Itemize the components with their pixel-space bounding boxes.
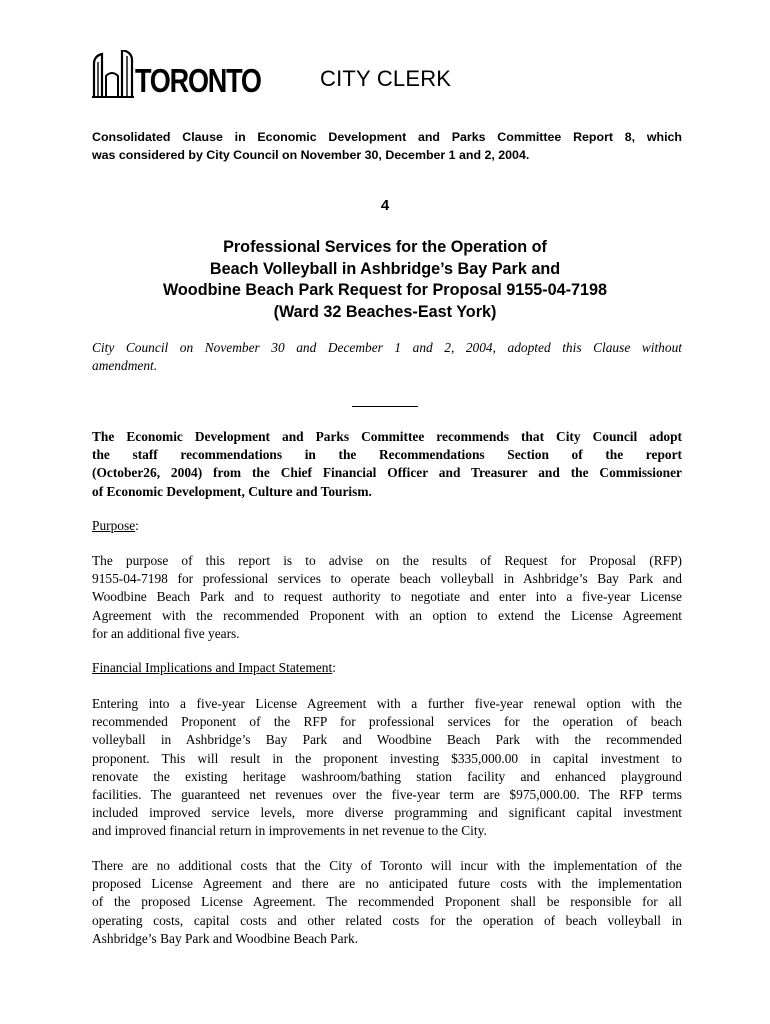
text-line: recommended Proponent of the RFP for professional services for the operation of beach: [92, 714, 682, 730]
council-action: [92, 339, 682, 375]
heading-text: Purpose: [92, 518, 136, 533]
purpose-heading: [92, 517, 139, 535]
text-line: Woodbine Beach Park and to request authority to negotiate and enter into a five-year License: [92, 589, 682, 605]
text-line: included improved service levels, more diverse programming and significant capital investment: [92, 805, 682, 821]
financial-paragraph-1: [92, 695, 682, 841]
text-line: The purpose of this report is to advise on the results of Request for Proposal (RFP): [92, 553, 682, 568]
text-line: Agreement with the recommended Proponent with an option to extend the License Agreement: [92, 607, 682, 623]
text-line: Ashbridge’s Bay Park and Woodbine Beach Park.: [92, 930, 359, 946]
text-line: of the proposed License Agreement. The recommended Proponent shall be responsible for all: [92, 894, 682, 910]
text-line: facilities. The guaranteed net revenues over the five-year term are $975,000.00. The RFP terms: [92, 787, 682, 803]
text-line: operating costs, capital costs and other related costs for the operation of beach volleyball in: [92, 912, 682, 928]
financial-paragraph-2: [92, 857, 682, 948]
clause-number: 4: [380, 197, 390, 214]
financial-heading: [92, 659, 336, 677]
committee-recommendation: [92, 428, 682, 501]
text-line: Entering into a five-year License Agreement with a further five-year renewal option with the: [92, 696, 682, 711]
text-line: There are no additional costs that the City of Toronto will incur with the implementation of the: [92, 858, 682, 873]
title-line: Professional Services for the Operation of: [223, 238, 547, 256]
text-line: of Economic Development, Culture and Tourism.: [92, 483, 372, 499]
text-line: City Council on November 30 and December 1 and 2, 2004, adopted this Clause without: [92, 340, 682, 355]
text-line: the staff recommendations in the Recommendations Section of the report: [92, 447, 682, 463]
toronto-logo: [92, 46, 288, 98]
purpose-paragraph: [92, 552, 682, 643]
text-line: proposed License Agreement and there are no anticipated future costs with the implementation: [92, 876, 682, 892]
text-line: (October26, 2004) from the Chief Financial Officer and Treasurer and the Commissioner: [92, 465, 682, 481]
intro-statement: [92, 128, 682, 164]
text-line: renovate the existing heritage washroom/bathing station facility and enhanced playground: [92, 768, 682, 784]
title-line: Woodbine Beach Park Request for Proposal 9155-04-7198: [162, 281, 608, 300]
toronto-city-hall-icon: [92, 50, 134, 98]
text-line: proponent. This will result in the proponent investing $335,000.00 in capital investment to: [92, 750, 682, 766]
title-line: (Ward 32 Beaches-East York): [273, 302, 497, 321]
separator-rule: [352, 406, 418, 407]
intro-line: was considered by City Council on November 30, December 1 and 2, 2004.: [92, 148, 530, 162]
toronto-wordmark: TORONTO: [135, 62, 261, 99]
title-line: Beach Volleyball in Ashbridge’s Bay Park and: [209, 259, 561, 278]
text-line: volleyball in Ashbridge’s Bay Park and Woodbine Beach Park with the recommended: [92, 732, 682, 748]
text-line: 9155-04-7198 for professional services to operate beach volleyball in Ashbridge’s Bay Park and: [92, 571, 682, 587]
text-line: and improved financial return in improvements in net revenue to the City.: [92, 823, 487, 839]
text-line: The Economic Development and Parks Committee recommends that City Council adopt: [92, 429, 682, 444]
text-line: for an additional five years.: [92, 625, 240, 641]
clause-title: [0, 237, 770, 323]
department-title: CITY CLERK: [320, 66, 452, 91]
heading-colon: :: [332, 660, 336, 675]
intro-line: Consolidated Clause in Economic Development and Parks Committee Report 8, which: [92, 130, 682, 144]
text-line: amendment.: [92, 358, 158, 374]
heading-colon: :: [135, 518, 139, 533]
heading-text: Financial Implications and Impact Statement: [92, 660, 333, 675]
